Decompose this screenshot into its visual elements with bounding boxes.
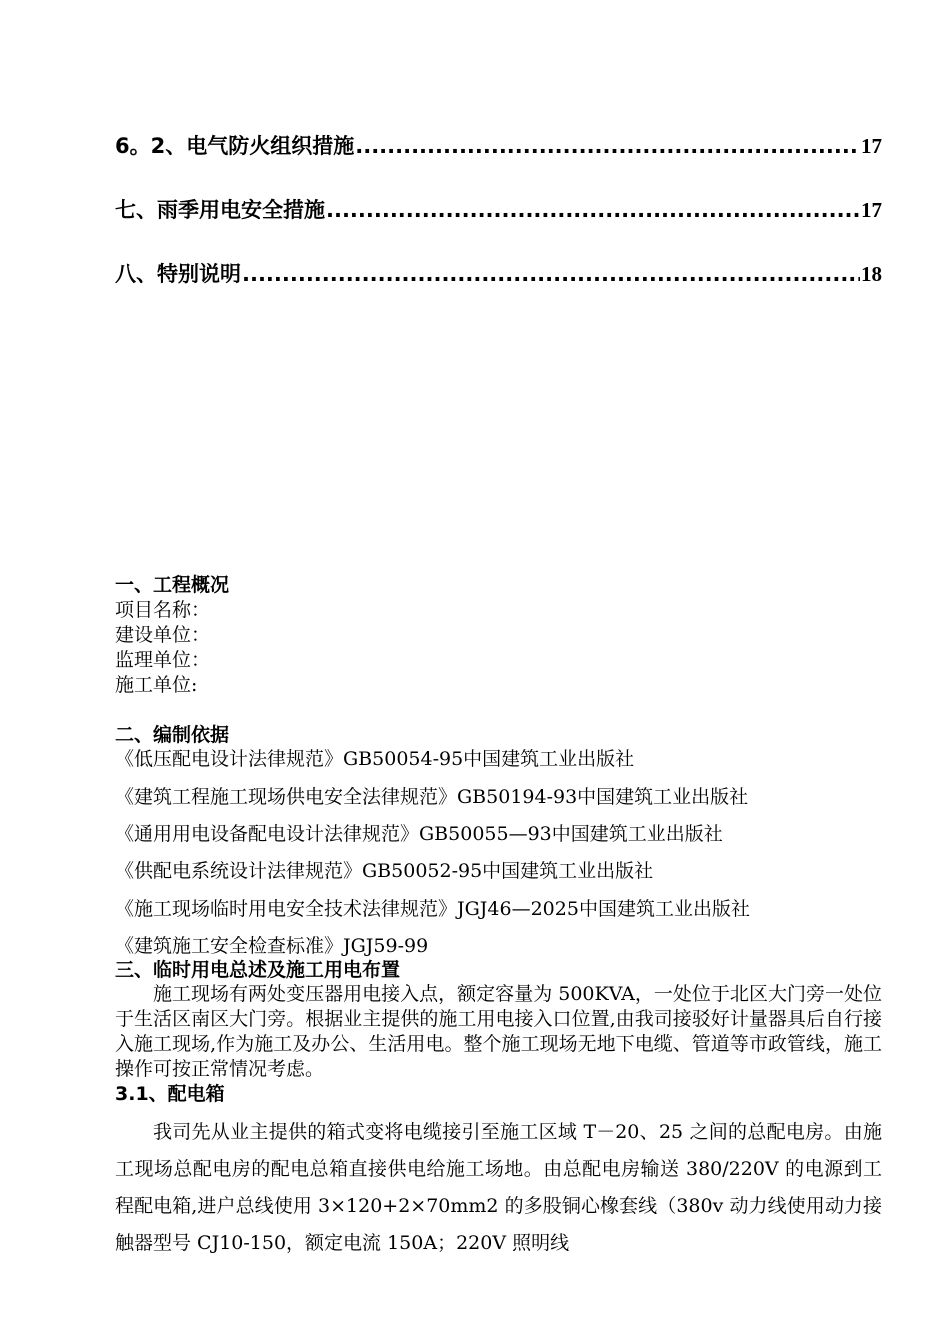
field-supervision-unit: 监理单位： — [115, 649, 211, 671]
reference-item: 《通用用电设备配电设计法律规范》GB50055—93中国建筑工业出版社 — [115, 823, 723, 845]
subsection-heading-distribution-box: 3.1、配电箱 — [115, 1083, 225, 1105]
subsection-paragraph: 我司先从业主提供的箱式变将电缆接引至施工区域 T－20、25 之间的总配电房。由施工现场总配电房的配电总箱直接供电给施工场地。由总配电房输送 380/220V 的电源到工程配电箱,进户总线使用 3×120+2×70mm2 的多股铜心橡套线（380v 动力线使用动力接触器型号 CJ10-150，额定电流 150A；220V 照明线 — [115, 1121, 882, 1254]
toc-entry — [115, 196, 882, 224]
section3-paragraph: 施工现场有两处变压器用电接入点，额定容量为 500KVA，一处位于北区大门旁一处位于生活区南区大门旁。根据业主提供的施工用电接入口位置,由我司接驳好计量器具后自行接入施工现场,作为施工及办公、生活用电。整个施工现场无地下电缆、管道等市政管线，施工操作可按正常情况考虑。 — [115, 983, 882, 1080]
toc-leader-dots — [326, 196, 860, 224]
field-project-name: 项目名称： — [115, 599, 211, 621]
toc-entry — [115, 260, 882, 288]
toc-page-number: 17 — [861, 198, 882, 222]
toc-entry — [115, 132, 882, 160]
toc-page-number: 17 — [861, 134, 882, 158]
reference-item: 《供配电系统设计法律规范》GB50052-95中国建筑工业出版社 — [115, 860, 654, 882]
toc-page-number: 18 — [861, 262, 882, 286]
toc-leader-dots — [242, 260, 860, 288]
section-heading-overview: 一、工程概况 — [115, 574, 230, 596]
toc-title: 七、雨季用电安全措施 — [115, 198, 325, 222]
reference-item: 《低压配电设计法律规范》GB50054-95中国建筑工业出版社 — [115, 748, 635, 770]
field-construction-unit: 建设单位： — [115, 624, 211, 646]
section-heading-basis: 二、编制依据 — [115, 724, 230, 746]
reference-item: 《建筑施工安全检查标准》JGJ59-99 — [115, 935, 429, 957]
section-heading-temporary-power: 三、临时用电总述及施工用电布置 — [115, 959, 401, 981]
field-contractor-unit: 施工单位: — [115, 674, 198, 696]
toc-leader-dots — [355, 132, 860, 160]
toc-title: 6。2、电气防火组织措施 — [115, 134, 355, 158]
toc-title: 八、特别说明 — [115, 262, 241, 286]
reference-item: 《施工现场临时用电安全技术法律规范》JGJ46—2025中国建筑工业出版社 — [115, 898, 750, 920]
reference-item: 《建筑工程施工现场供电安全法律规范》GB50194-93中国建筑工业出版社 — [115, 786, 749, 808]
